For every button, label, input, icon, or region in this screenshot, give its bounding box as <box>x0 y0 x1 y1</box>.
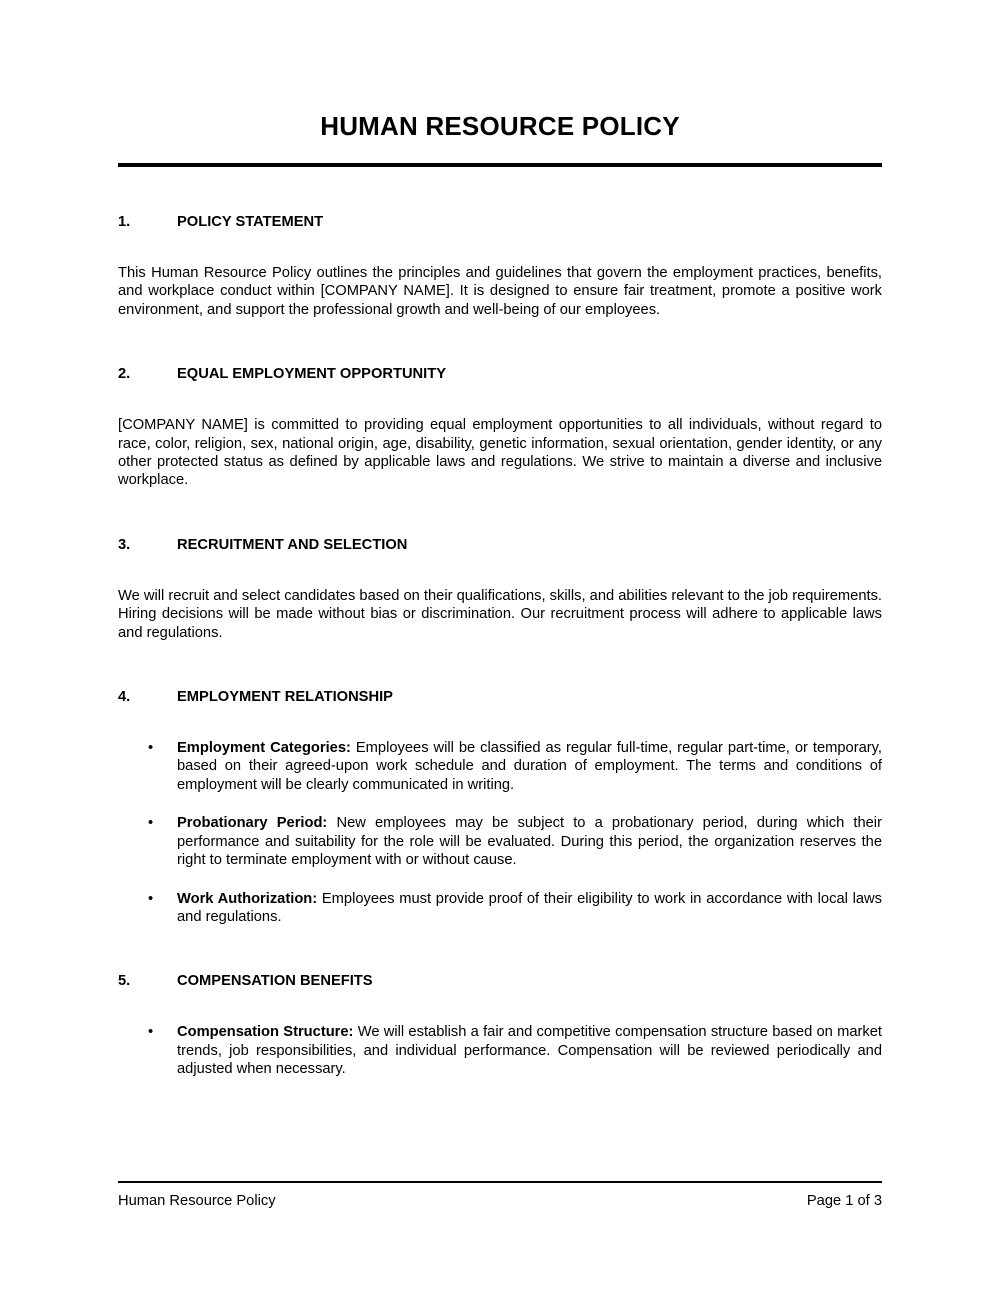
bullet-item-work-authorization <box>118 890 882 927</box>
bullet-item-probationary-period <box>118 814 882 869</box>
section-compensation-benefits <box>118 972 882 1078</box>
title-rule <box>118 163 882 167</box>
bullet-body <box>177 739 882 794</box>
section-number: 5. <box>118 973 131 990</box>
section-paragraph: We will recruit and select candidates based on their qualifications, skills, and abilities relevant to the job requirements. Hiring decisions will be made without bias or discrimination. Our recruitment process will adhere to applicable laws and regulations. <box>118 587 882 641</box>
section-number: 3. <box>118 536 131 553</box>
bullet-item-compensation-structure <box>118 1023 882 1078</box>
page-footer <box>118 1181 882 1210</box>
bullet-icon: • <box>148 740 154 757</box>
bullet-body <box>177 1023 882 1078</box>
bullet-list <box>118 739 882 926</box>
section-heading <box>118 213 882 232</box>
bullet-icon: • <box>148 890 154 907</box>
footer-page-number: Page 1 of 3 <box>806 1193 882 1209</box>
section-heading-label: COMPENSATION BENEFITS <box>177 973 373 990</box>
footer-document-name: Human Resource Policy <box>118 1193 276 1209</box>
section-heading <box>118 536 882 555</box>
bullet-label: Employment Categories: <box>177 740 351 757</box>
section-heading-label: POLICY STATEMENT <box>177 214 324 230</box>
section-policy-statement <box>118 213 882 319</box>
bullet-text: New employees may be subject to a probationary period, during which their performance and suitability for the role will be evaluated. During this period, the organization reserves the right to terminate employment with or without cause. <box>177 815 882 869</box>
section-employment-relationship <box>118 688 882 926</box>
section-number: 4. <box>118 689 131 706</box>
section-paragraph: This Human Resource Policy outlines the principles and guidelines that govern the employment practices, benefits, and workplace conduct within [COMPANY NAME]. It is designed to ensure fair treatment, promote a positive work environment, and support the professional growth and well-being of our employees. <box>118 265 882 318</box>
section-equal-employment-opportunity <box>118 365 882 490</box>
bullet-text: Employees will be classified as regular full-time, regular part-time, or temporary, based on their agreed-upon work schedule and duration of employment. The terms and conditions of employment will be clearly communicated in writing. <box>177 740 882 793</box>
section-heading-label: EQUAL EMPLOYMENT OPPORTUNITY <box>177 366 447 383</box>
bullet-label: Work Authorization: <box>177 890 318 907</box>
bullet-body <box>177 890 882 927</box>
section-recruitment-and-selection <box>118 536 882 642</box>
section-heading <box>118 688 882 707</box>
section-heading <box>118 972 882 991</box>
bullet-label: Compensation Structure: <box>177 1024 354 1041</box>
bullet-text: We will establish a fair and competitive compensation structure based on market trends, job responsibilities, and individual performance. Compensation will be reviewed periodically and adjusted when necessary. <box>177 1024 882 1078</box>
section-number: 1. <box>118 214 131 230</box>
section-heading-label: RECRUITMENT AND SELECTION <box>177 536 408 553</box>
section-number: 2. <box>118 366 131 383</box>
bullet-list <box>118 1023 882 1078</box>
section-heading <box>118 365 882 384</box>
bullet-label: Probationary Period: <box>177 815 328 832</box>
section-heading-label: EMPLOYMENT RELATIONSHIP <box>177 689 393 706</box>
page-title: HUMAN RESOURCE POLICY <box>320 111 680 141</box>
bullet-icon: • <box>148 1024 154 1041</box>
section-paragraph: [COMPANY NAME] is committed to providing equal employment opportunities to all individuals, without regard to race, color, religion, sex, national origin, age, disability, genetic information, sexual orientation, gender identity, or any other protected status as defined by applicable laws and regulations. We strive to maintain a diverse and inclusive workplace. <box>118 417 882 489</box>
bullet-text: Employees must provide proof of their eligibility to work in accordance with local laws and regulations. <box>177 890 882 925</box>
bullet-body <box>177 814 882 869</box>
bullet-icon: • <box>148 815 154 832</box>
bullet-item-employment-categories <box>118 739 882 794</box>
